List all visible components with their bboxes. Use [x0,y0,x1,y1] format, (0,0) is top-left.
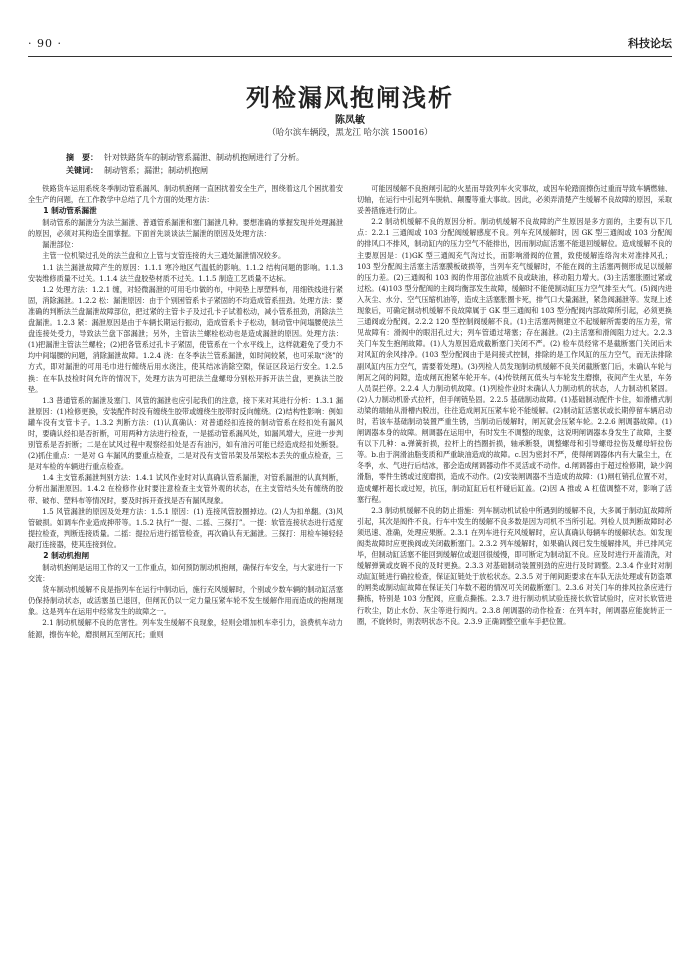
paragraph: 1.5 风管漏泄的原因及处理方法：1.5.1 原因：(1) 连接风管胶圈掉边。(2)人为扣单翻。(3)风管破损。如调车作业造成抻带等。1.5.2 执行“一提、二摇、三探打”。一提：软管连接状态进行适度提拉检查，判断连接质量。二摇：提拉后进行摇管检查，再次确认有无漏泄。三探打：用检车锤轻轻敲打连接器，使其连接到位。 [28,506,343,549]
journal-column-name: 科技论坛 [628,37,672,50]
paragraph: 1.2 处理方法：1.2.1 缠，对轻微漏泄的可用毛巾做的布，中间垫上厚塑料布，用细铁线进行紧固，消除漏泄。1.2.2 松：漏泄原因：由于个别困管系卡子紧固的不均造成管系扭劲。处理方法：要准确的判断法兰盘漏泄故障部位，把过紧的主管卡子及过孔卡子试着松动，减小管系扭劲，消除法兰盘漏泄。1.2.3 紧：漏泄原因是由于车辆长期运行振动，造成管系卡子松动，制动管中间塌腰使法兰盘连接处受力，导致法兰盘下部漏泄；另外，主管法兰螺栓松动也是造成漏泄的原因。处理方法：(1)把漏泄主管法兰螺栓；(2)把各管系过孔卡子紧固，使管系在一个水平线上，这样就避免了受力不均中间塌腰的问题，消除漏泄故障。1.2.4 浇：在冬季法兰管系漏泄，如时间较紧，也可采取“浇”的方式，即对漏泄的可用毛巾进行缠绕后用水浇注，使其结冰消除空隙，保证区段运行安全。1.2.5 换：在车队技检时间允许的情况下，处理方法为可把法兰盘螺母分别松开拆开法兰盘，更换法兰胶垫。 [28,284,343,394]
paragraph-intro: 铁路货车运用系统冬季制动管系漏风、制动机抱闸一直困扰着安全生产，围绕着这几个困扰着安全生产的问题，在工作教学中总结了几个方面的处理方法： [28,184,343,205]
keywords-line [66,164,634,177]
running-header [28,34,672,52]
abstract-label: 摘 要： [66,153,98,162]
paragraph: 1.3 普通管系的漏泄及塞门、风管的漏泄也应引起我们的注意，接下来对其进行分析：1.3.1 漏泄原因：(1)检修更换，安装配件时没有缠绕生胶带或缠绕生胶带时反向缠绕。(2)结构性影响：例如罐车没有支管卡子。1.3.2 判断方法：(1)认真确认：对普通经扣连接的制动管系在经扣处有漏风时，要确认经扣是否折断，可用两种方法进行检查，一是摇动管系漏风处，如漏风增大，应进一步判别管系是否折断；二是在试风过程中观察经扣处是否有油污，如有油污可能已经造成经扣处断裂。(2)抓住重点：一是对 G 车漏风的要重点检查，二是对没有支管吊架及吊架松本丢失的重点检查，三是对车检的车辆进行重点检查。 [28,395,343,472]
paragraph: 制动机抱闸是运用工作的又一工作重点，如何预防制动机抱闸，确保行车安全，与大家进行一下交流： [28,563,343,584]
paragraph: 2.2 制动机缓解不良的原因分析。制动机缓解不良故障的产生原因是多方面的，主要有以下几点：2.2.1 三通阀或 103 分配阀缓解感度不良。列车充风缓解时，因 GK 型三通阀或 103 分配阀的排风口不排风，制动缸内的压力空气不能排出，因而制动缸活塞不能退回缓解位。造成缓解不良的主要原因是：(1)GK 型三通阀充气沟过长，而影响滑阀的位置，致使缓解连络沟未对准排风孔；103 型分配阀主活塞主活塞膜板破损等，当列车充气缓解时，不能在阀的主活塞两侧形成足以缓解的压力差。(2)三通阀和 103 阀的作用部位油质不良或缺油，移动阻力增大。(3)主活塞胀圈过紧或过松。(4)103 型分配阀的主阀均衡部发生故障，缓解时不能使制动缸压力空气排至大气。(5)阀内进入灰尘、水分、空气压缩机油等，造成主活塞胀圈卡死，排气口大量漏泄，紧急阀漏泄等。发现上述现象后，可确定制动机缓解不良故障属于 GK 型三通阀和 103 型分配阀内部故障所引起，必须更换三通阀或分配阀。2.2.2 120 型控制阀缓解不良。(1)主活塞两侧建立不起缓解所需要的压力差，常见故障有：滑阀中的眼泪孔过大；列车管通过堵塞；存在漏泄。(2)主活塞和滑阀阻力过大。2.2.3 关门车发生抱闸故障。(1)人为原因造成截断塞门关闭不严。(2) 检车员经常不是截断塞门关闭后未对风缸的余风排净。(103 型分配阀由于是间接式控制，排除的是工作风缸的压力空气，而无法排除副风缸内压力空气，需要着处理)。(3)列检人员发现制动机缓解不良关闭截断塞门后，未确认车轮与闸瓦之间的间隙，造成闸瓦抱紧车轮开车。(4)传铁闸瓦低头与车轮发生磨擦，夜间产生火星，车务人员误拦停。2.2.4 人力制动机故障。(1)列检作业时未确认人力制动机的状态，人力制动机紧固。(2)人力制动机卧式拉杆，但手闸链坠固。2.2.5 基础制动故障。(1)基础制动配件卡住，如滑槽式制动梁的端轴从滑槽内脱出，往往造成闸瓦压紧车轮不能缓解。(2)制动缸活塞状或长期停留车辆启动时，若该车基础制动装置严重生锈，当制动后缓解时，闸瓦就会压紧车轮。2.2.6 闸调器故障。(1)闸调器本身的故障。闸调器在运用中，有时发生不调整的现象，这说明闸调器本身发生了故障，主要有以下几种：a.弹簧折损，拉杆上的挡圈折损，轴承断裂，调整螺母和引导螺母拉伤及螺母轩拉伤等。b.由于润滑油脂变质和严重缺油造成的故障。c.因为密封不严，使得闸调器体内有大量尘土，在冬季，水、气进行后结冰，都会造成闸调器动作不灵活或不动作。d.闸调器由于超过检修期，缺少润滑脂，零件生锈或过度磨损，造成不动作。(2)安装闸调器不当造成的故障：(1)闸杠销孔位置不对，造成螺杆超长或过短，抗压，制动缸缸后杠杆碰后缸盖。(2)因 A 推或 A 杠值调整不对，影响了活塞行程。 [357,217,672,504]
paragraph: 2.1 制动机缓解不良的危害性。列车发生缓解不良现象，轻则会增加机车牵引力，浪费机车动力能源，擦伤车轮，磨损闸瓦至闸瓦托；重则 [28,618,343,639]
author-name: 陈凤敏 [335,115,365,126]
paragraph: 1.1 法兰漏泄故障产生的原因：1.1.1 寒冷地区气温低的影响。1.1.2 结构问题的影响。1.1.3 安装维修质量不过关。1.1.4 法兰盘胶垫材质不过关。1.1.5 制造工艺质量不达标。 [28,262,343,283]
paragraph: 主管一位机梁过孔处的法兰盘和立上管与支管连接的大三通处漏泄情况较多。 [42,251,286,261]
right-column [357,183,672,953]
paragraph: 1.4 主支管系漏泄判别方法：1.4.1 试风作业时对认真确认管系漏泄，对管系漏泄的认真判断，分析出漏泄原因。1.4.2 在检修作业时要注意检查主支管外观的状态，在主支管结头处有缠绕的胶带、破布、塑料布等情况时，要及时拆开查找是否有漏风现象。 [28,473,343,505]
keywords-text: 制动管系；漏泄；制动机抱闸 [104,166,208,175]
abstract-block [66,151,634,177]
abstract-text: 针对铁路货车的制动管系漏泄、制动机抱闸进行了分析。 [104,153,304,162]
section-heading-2: 2 制动机抱闸 [43,551,90,560]
paragraph: 制动管系的漏泄分为法兰漏泄、普通管系漏泄和塞门漏泄几种。要想准确的掌握发现并处理漏泄的原因，必须对其构造全面掌握。下面首先谈谈法兰漏泄的原因及处理方法： [28,218,343,239]
page-number: · 90 · [28,36,62,50]
paragraph: 2.3 制动机缓解不良的防止措施：列车制动机试验中所遇到的缓解不良，大多属于制动缸故障所引起，其次是阀件不良。行车中发生的缓解不良多数是因为司机不当所引起。列检人员判断故障时必须迅速、准确，处理应果断。2.3.1 在列车进行充风缓解时，应认真确认每辆车的缓解状态。如发现阀类故障时应更换阀或关闭截断塞门。2.3.2 列车缓解时，如果确认阀已发生缓解排风，并已排风完毕，但制动缸活塞不能回到缓解位或退回很缓慢，即可断定为制动缸不良。应及时进行开盖清洗，对缓解弹簧或皮碗不良的及时更换。2.3.3 对基础制动装置别劲的应进行及时调整。2.3.4 作业时对制动缸缸链进行确拉检查，保证缸链处于放松状态。2.3.5 对于闸间距要求在车队无法处理或有防盗罩的闸类或制动缸故障在保证关门车数不超的情况可关闭截断塞门。2.3.6 对关门车的排风拉条应进行撕拣，特别是 103 分配阀，应重点撕拣。2.3.7 进行制动机试验连接长软管试验时，应对长软管进行吹尘，防止水份、灰尘等进行阀内。2.3.8 闸调器的动作检查：在列车时，闸调器应能旋转正一圈，不旋转时，则表明状态不良。2.3.9 正确调整空重车手把位置。 [357,505,672,626]
section-heading-1: 1 制动管系漏泄 [43,206,97,216]
article-body [28,183,672,953]
paragraph: 货车制动机缓解不良是指列车在运行中制动后，施行充风缓解时，个别或少数车辆的制动缸活塞仍保持制动状态，或活塞虽已退回，但闸瓦仍以一定力量压紧车轮不发生缓解作用而造成的抱闸现象。这是列车在运用中经常发生的故障之一。 [28,585,343,617]
paragraph: 漏泄部位： [42,240,79,250]
left-column [28,183,343,953]
author-affiliation: （哈尔滨车辆段，黑龙江 哈尔滨 150016） [267,128,433,138]
header-rule [28,56,672,57]
paragraph: 可能因缓解不良抱闸引起的火星而导致列车火灾事故，或因车轮踏面擦伤过重而导致车辆燃轴、切轴，在运行中引起列车脱轨、颠覆等重大事故。因此，必须弄清楚产生缓解不良故障的原因，采取妥善措施进行防止。 [357,184,672,216]
article-title: 列检漏风抱闸浅析 [246,84,454,112]
keywords-label: 关键词： [66,166,98,175]
abstract-line [66,151,634,164]
